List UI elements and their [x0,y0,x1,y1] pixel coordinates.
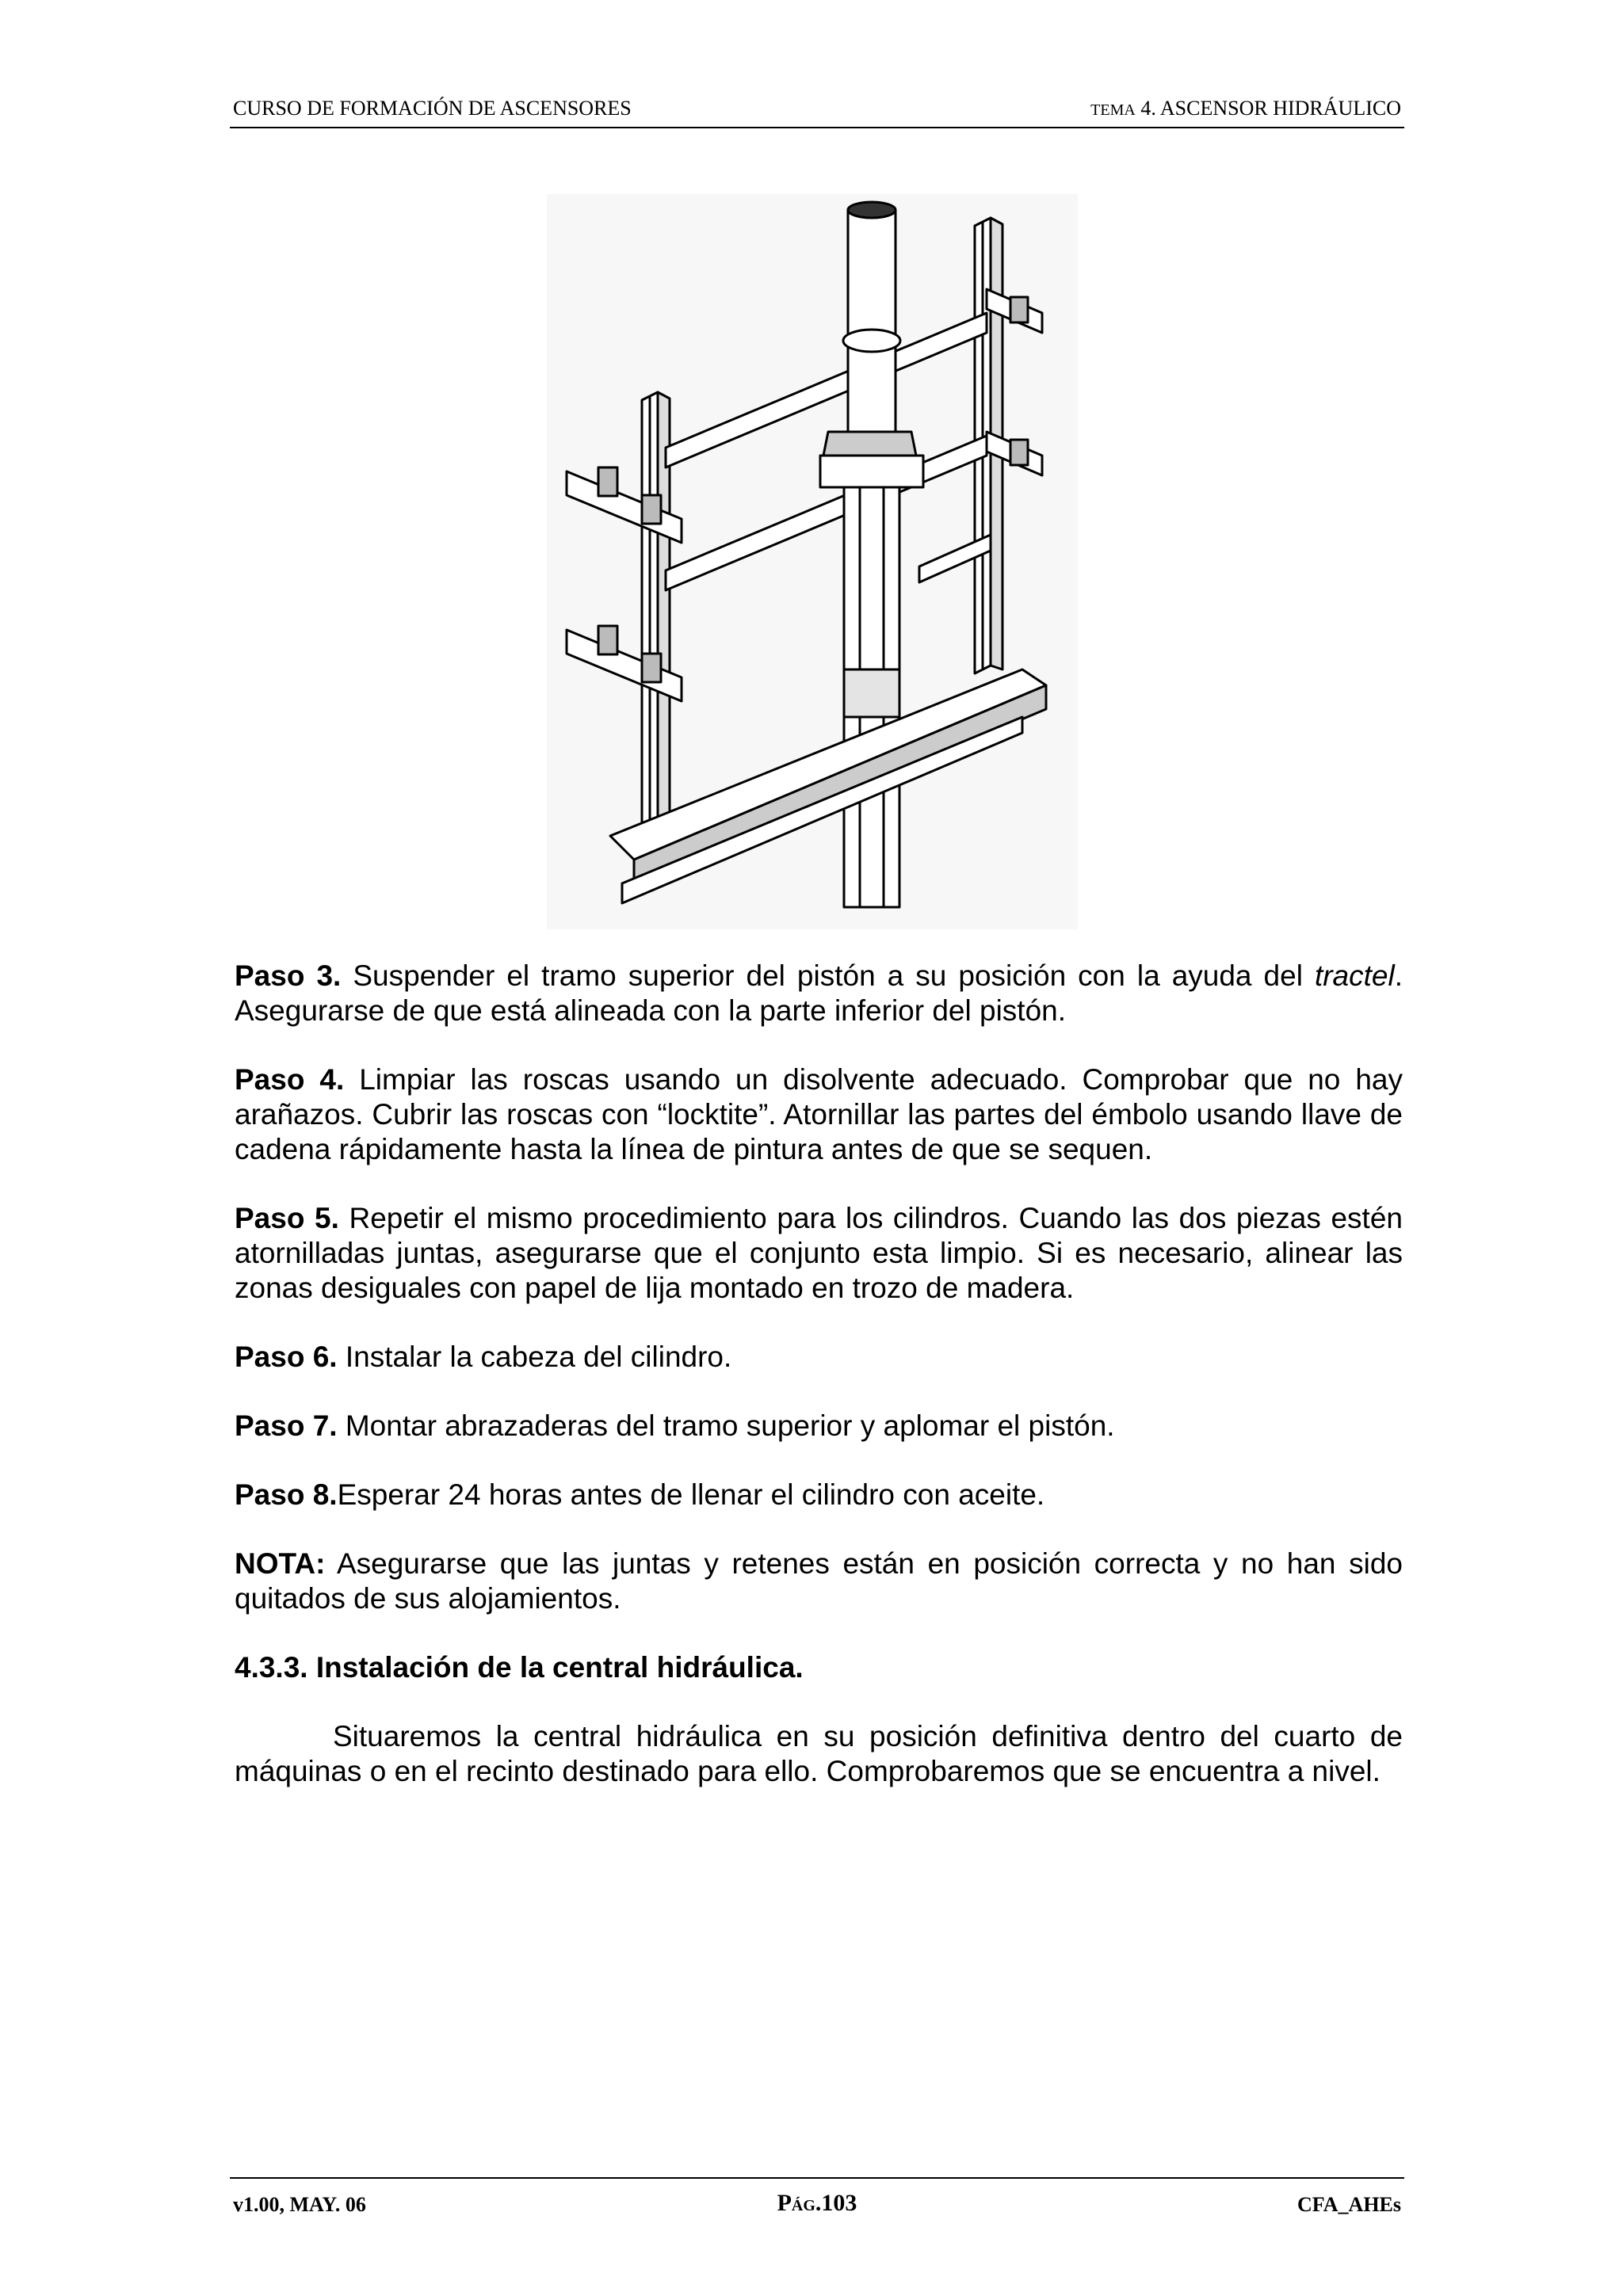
footer-page-number [230,2190,1404,2217]
note-paragraph [235,1547,1403,1616]
step-8-paragraph [235,1478,1403,1512]
footer-document-code: CFA_AHEs [1297,2193,1401,2216]
step-text: Instalar la cabeza del cilindro. [337,1341,732,1373]
hydraulic-cylinder-installation-drawing-icon [547,194,1078,929]
header-chapter-prefix: TEMA [1090,101,1136,119]
page-footer [230,2177,1404,2218]
step-label: Paso 8. [235,1478,338,1511]
step-6-paragraph [235,1340,1403,1375]
step-label: Paso 7. [235,1409,338,1442]
step-text: Montar abrazaderas del tramo superior y aplomar el pistón. [337,1409,1115,1442]
section-heading: 4.3.3. Instalación de la central hidráulica. [235,1651,804,1684]
note-label: NOTA: [235,1547,326,1580]
page-content [235,959,1403,1823]
step-label: Paso 6. [235,1341,338,1373]
header-chapter-title [1090,97,1401,120]
footer-page-small: ÁG [791,2197,815,2214]
section-body: Situaremos la central hidráulica en su posición definitiva dentro del cuarto de máquinas o en el recinto destinado para ello. Comprobaremos que se encuentra a nivel. [235,1720,1403,1787]
step-7-paragraph [235,1409,1403,1444]
note-text: Asegurarse que las juntas y retenes están en posición correcta y no han sido quitados de sus alojamientos. [235,1547,1403,1615]
page-header [230,93,1404,128]
header-chapter-name: 4. ASCENSOR HIDRÁULICO [1135,97,1401,120]
header-course-title: CURSO DE FORMACIÓN DE ASCENSORES [233,97,632,120]
step-text: Limpiar las roscas usando un disolvente adecuado. Comprobar que no hay arañazos. Cubrir las roscas con “locktite”. Atornillar las partes del émbolo usando llave de cadena rápidamente hasta la línea de pintura antes de que se sequen. [235,1063,1403,1165]
step-label: Paso 3. [235,959,342,992]
step-text: Suspender el tramo superior del pistón a su posición con la ayuda del [341,959,1315,992]
step-5-paragraph [235,1201,1403,1306]
step-label: Paso 4. [235,1063,345,1096]
step-3-paragraph [235,959,1403,1028]
cylinder-installation-figure [547,194,1078,929]
step-text: Repetir el mismo procedimiento para los cilindros. Cuando las dos piezas estén atornilladas juntas, asegurarse que el conjunto esta limpio. Si es necesario, alinear las zonas desiguales con papel de lija montado en trozo de madera. [235,1202,1403,1304]
step-4-paragraph [235,1062,1403,1167]
step-label: Paso 5. [235,1202,339,1234]
step-text: Esperar 24 horas antes de llenar el cilindro con aceite. [337,1478,1045,1511]
step-text: . Asegurarse de que está alineada con la parte inferior del pistón. [235,959,1403,1027]
footer-page-value: .103 [815,2190,857,2216]
step-italic-term: tractel [1314,959,1395,992]
footer-page-prefix: P [777,2190,792,2216]
footer-version: v1.00, MAY. 06 [233,2193,366,2216]
